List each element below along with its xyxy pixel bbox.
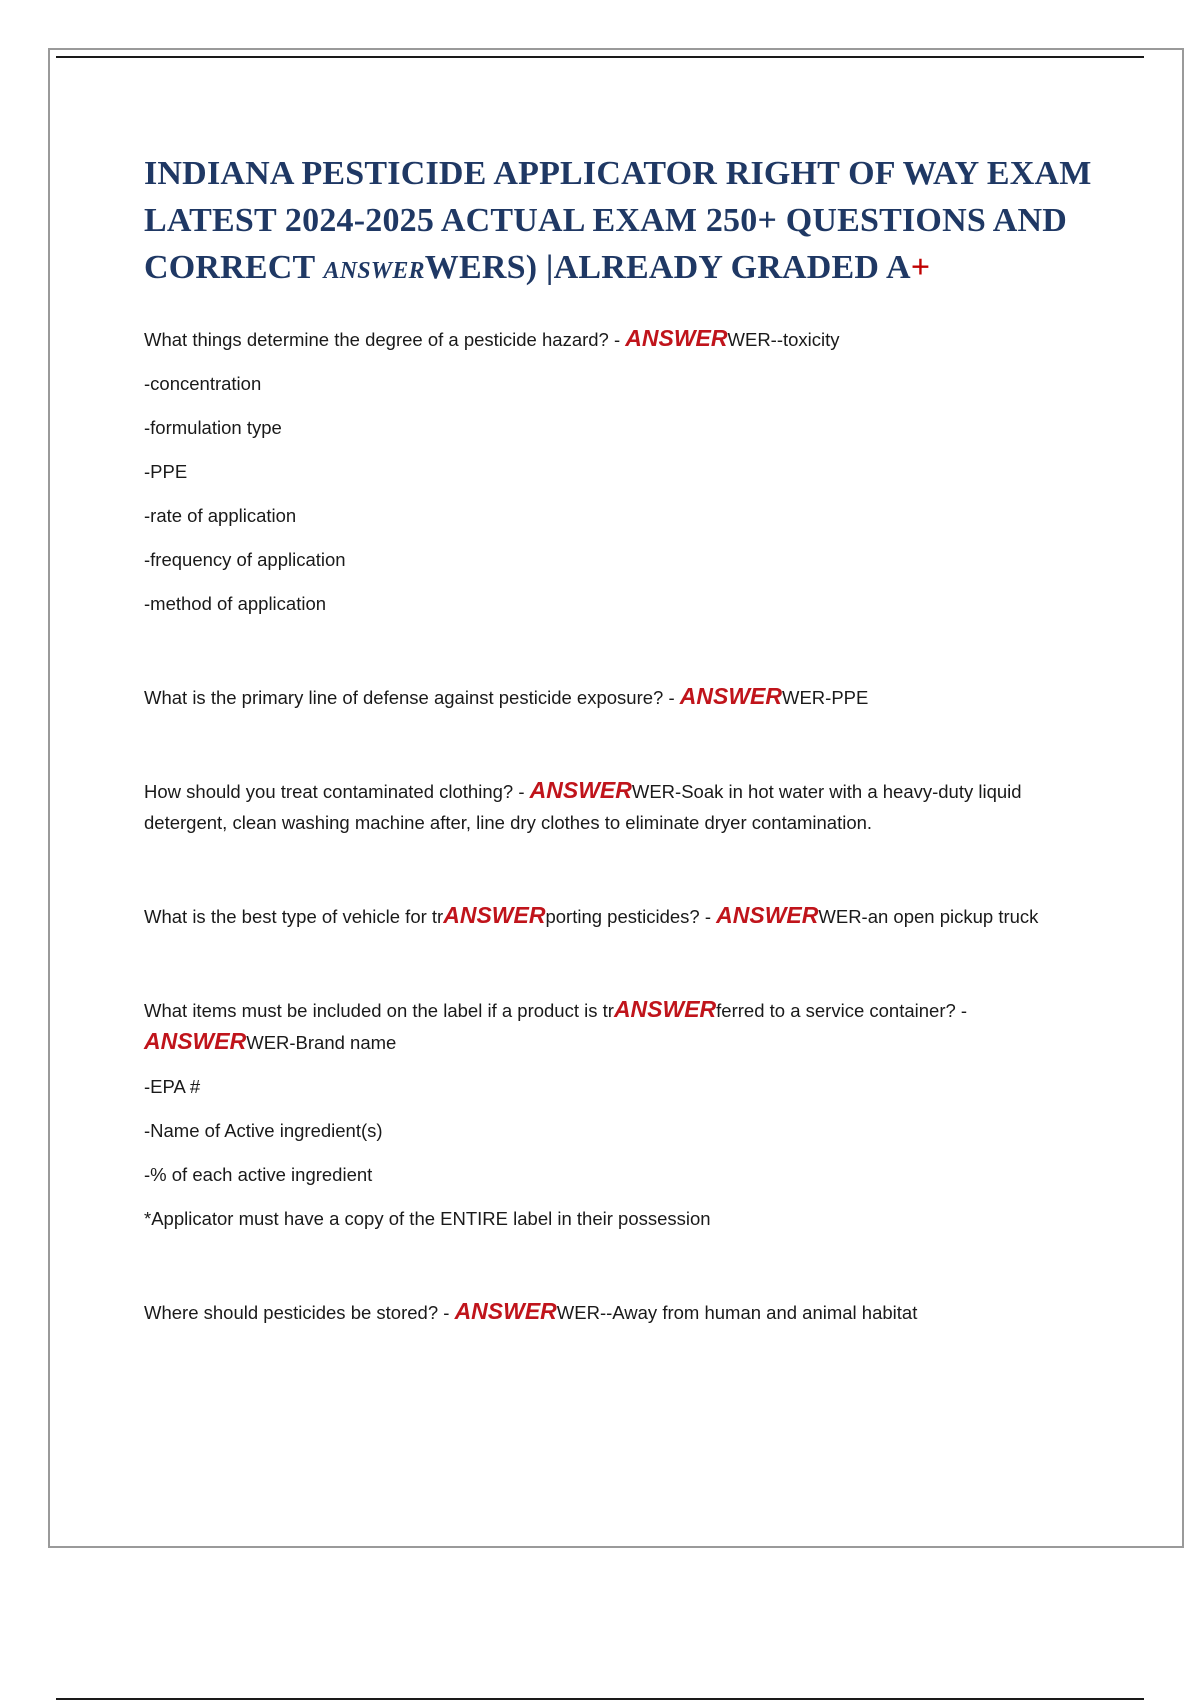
question-text: Where should pesticides be stored? -	[144, 1302, 455, 1323]
answer-label: ANSWER	[716, 902, 819, 928]
answer-list-item: *Applicator must have a copy of the ENTIRE label in their possession	[144, 1208, 711, 1229]
answer-text: WER--toxicity	[727, 329, 840, 350]
question-block-5	[144, 994, 1104, 1234]
question-line	[144, 681, 1104, 713]
document-content	[144, 150, 1104, 1328]
title-text-part2: WERS) |ALREADY GRADED A	[424, 249, 911, 286]
question-block-2	[144, 681, 1104, 713]
answer-list-item: -% of each active ingredient	[144, 1164, 373, 1185]
answer-label: ANSWER	[144, 1028, 247, 1054]
answer-text: WER-Soak in hot water with a heavy-duty liquid detergent, clean washing machine after, line dry clothes to eliminate dryer contamination.	[144, 781, 1022, 833]
answer-list-item: -PPE	[144, 461, 188, 482]
answer-text: WER-PPE	[782, 687, 869, 708]
answer-list-item: -rate of application	[144, 505, 297, 526]
answer-label: ANSWER	[613, 996, 717, 1022]
answer-list-item: -method of application	[144, 593, 327, 614]
question-line	[144, 323, 1104, 355]
document-title	[144, 150, 1104, 295]
answer-label: ANSWER	[679, 683, 782, 709]
answer-list-item: -frequency of application	[144, 549, 346, 570]
question-text-part1: What is the best type of vehicle for tr	[144, 906, 444, 927]
question-block-3	[144, 775, 1104, 838]
question-text: How should you treat contaminated clothing? -	[144, 781, 530, 802]
answer-list-item: -formulation type	[144, 417, 282, 438]
answer-text: WER-an open pickup truck	[818, 906, 1039, 927]
question-block-6	[144, 1296, 1104, 1328]
question-text: What is the primary line of defense against pesticide exposure? -	[144, 687, 680, 708]
title-plus-sign: +	[910, 249, 931, 286]
question-block-1	[144, 323, 1104, 619]
answer-text: WER-Brand name	[246, 1032, 397, 1053]
answer-label: ANSWER	[625, 325, 728, 351]
answer-list-item: -EPA #	[144, 1076, 201, 1097]
answer-label: ANSWER	[529, 777, 632, 803]
question-text-part2: porting pesticides? -	[545, 906, 717, 927]
title-text-part1: INDIANA PESTICIDE APPLICATOR RIGHT OF WAY EXAM LATEST 2024-2025 ACTUAL EXAM 250+ QUESTIONS AND CORRECT	[144, 155, 1092, 286]
question-line	[144, 1296, 1104, 1328]
question-text-part1: What items must be included on the label if a product is tr	[144, 1000, 614, 1021]
title-answer-word: ANSWER	[323, 258, 425, 284]
answer-text: WER--Away from human and animal habitat	[556, 1302, 918, 1323]
question-line	[144, 775, 1104, 838]
answer-label: ANSWER	[454, 1298, 557, 1324]
question-text-part2: ferred to a service container? -	[716, 1000, 968, 1021]
answer-list-item: -concentration	[144, 373, 262, 394]
answer-label: ANSWER	[443, 902, 546, 928]
question-block-4	[144, 900, 1104, 932]
question-line	[144, 994, 1104, 1058]
top-rule	[56, 56, 1144, 58]
question-line	[144, 900, 1104, 932]
answer-list-item: -Name of Active ingredient(s)	[144, 1120, 383, 1141]
question-text: What things determine the degree of a pesticide hazard? -	[144, 329, 626, 350]
